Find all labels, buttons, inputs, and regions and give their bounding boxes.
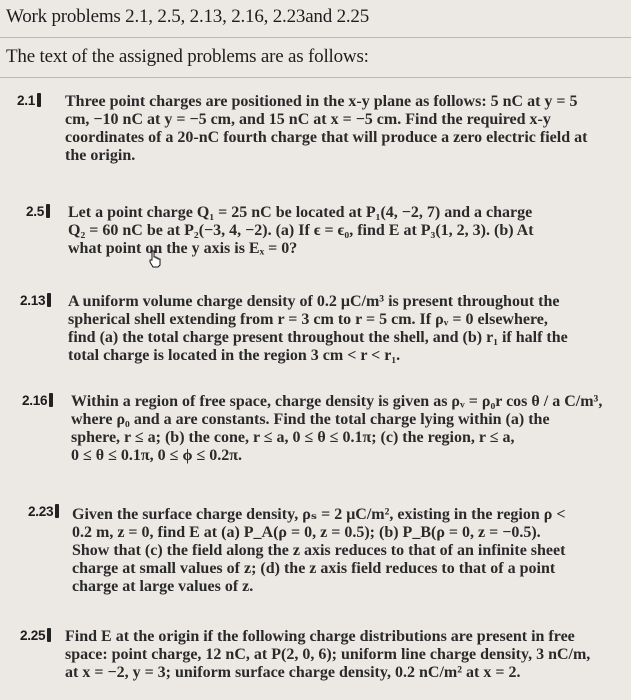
problem-text xyxy=(68,293,628,365)
problem-line: total charge is located in the region 3 cm < r < r₁. xyxy=(68,347,401,364)
page-title: Work problems 2.1, 2.5, 2.13, 2.16, 2.23and 2.25 xyxy=(6,6,370,27)
problem-text xyxy=(65,628,625,682)
problem-line: what point on the y axis is Eₓ = 0? xyxy=(68,240,298,257)
problem-line: cm, −10 nC at y = −5 cm, and 15 nC at x = −5 cm. Find the required x-y xyxy=(65,111,551,128)
pointer-cursor-icon xyxy=(148,250,162,268)
problem-line: at x = −2, y = 3; uniform surface charge density, 0.2 nC/m² at x = 2. xyxy=(65,664,521,681)
problem-line: the origin. xyxy=(65,147,136,164)
problem-line: 0 ≤ θ ≤ 0.1π, 0 ≤ ϕ ≤ 0.2π. xyxy=(71,447,242,464)
problem-line: coordinates of a 20-nC fourth charge that will produce a zero electric field at xyxy=(65,129,588,146)
problem-text xyxy=(65,93,625,165)
problem-line: Find E at the origin if the following charge distributions are present in free xyxy=(65,628,575,645)
problem-line: charge at large values of z. xyxy=(72,578,254,595)
problem-line: charge at small values of z; (d) the z axis field reduces to that of a point xyxy=(72,560,556,577)
problem-number: 2.5 xyxy=(26,204,50,219)
problem-number: 2.25 xyxy=(20,628,51,643)
problem-number: 2.23 xyxy=(28,504,59,519)
problem-line: 0.2 m, z = 0, find E at (a) P_A(ρ = 0, z = 0.5); (b) P_B(ρ = 0, z = −0.5). xyxy=(72,524,541,541)
problem-line: A uniform volume charge density of 0.2 μC/m³ is present throughout the xyxy=(68,293,560,310)
problem-line: space: point charge, 12 nC, at P(2, 0, 6); uniform line charge density, 3 nC/m, xyxy=(65,646,591,663)
page-subtitle: The text of the assigned problems are as follows: xyxy=(6,46,369,67)
problem-number: 2.1 xyxy=(17,93,41,108)
problem-line: Let a point charge Q₁ = 25 nC be located at P₁(4, −2, 7) and a charge xyxy=(68,204,533,221)
problem-text xyxy=(72,504,631,596)
problem-line: Within a region of free space, charge density is given as ρᵥ = ρ₀r cos θ / a C/m³, xyxy=(71,393,603,410)
problem-line: Q₂ = 60 nC be at P₂(−3, 4, −2). (a) If ϵ = ϵ₀, find E at P₃(1, 2, 3). (b) At xyxy=(68,222,534,239)
problem-line: spherical shell extending from r = 3 cm to r = 5 cm. If ρᵥ = 0 elsewhere, xyxy=(68,311,548,328)
problem-line: find (a) the total charge present throughout the shell, and (b) r₁ if half the xyxy=(68,329,568,346)
problem-line: where ρ₀ and a are constants. Find the total charge lying within (a) the xyxy=(71,411,550,428)
problem-text xyxy=(71,393,631,465)
divider xyxy=(0,37,631,38)
problem-line: sphere, r ≤ a; (b) the cone, r ≤ a, 0 ≤ θ ≤ 0.1π; (c) the region, r ≤ a, xyxy=(71,429,515,446)
problem-line: Show that (c) the field along the z axis reduces to that of an infinite sheet xyxy=(72,542,566,559)
problem-number: 2.16 xyxy=(22,393,53,408)
problem-line: Three point charges are positioned in the x-y plane as follows: 5 nC at y = 5 xyxy=(65,93,578,110)
divider xyxy=(0,77,631,78)
problem-number: 2.13 xyxy=(20,293,51,308)
problem-line: Given the surface charge density, ρₛ = 2 μC/m², existing in the region ρ < xyxy=(72,506,566,523)
